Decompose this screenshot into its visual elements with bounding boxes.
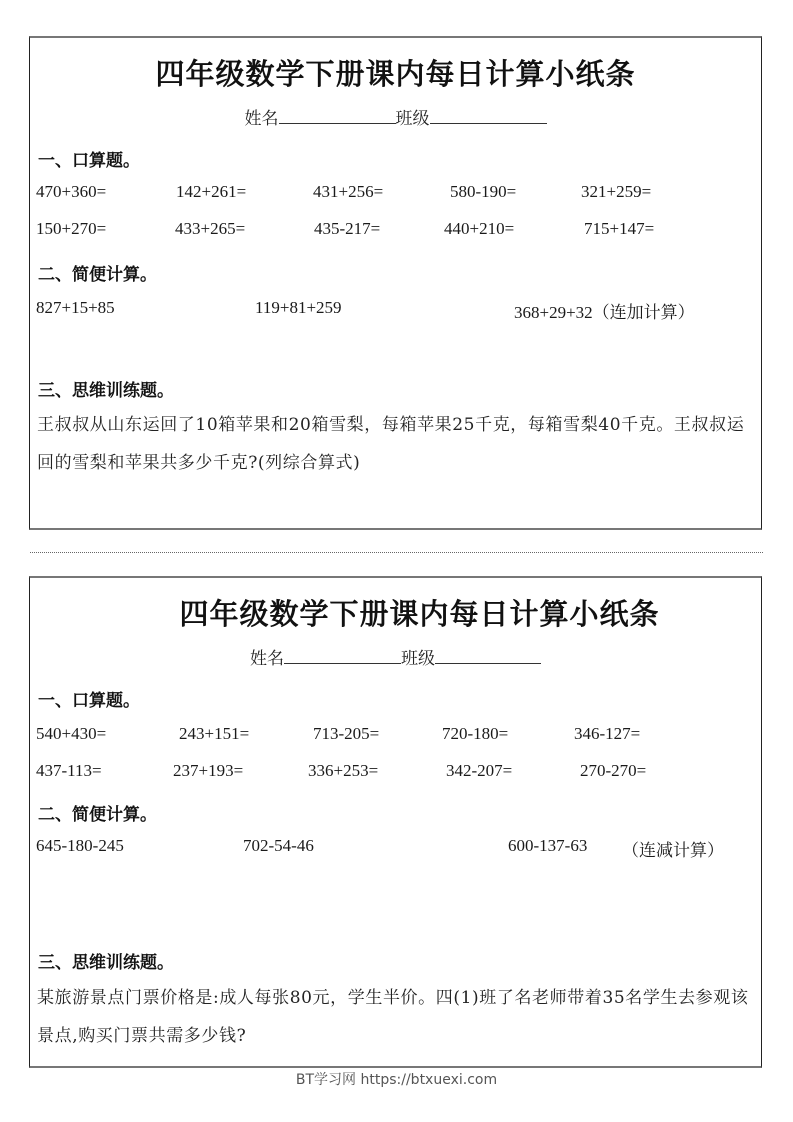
oral-problem: 435-217=: [314, 219, 381, 238]
oral-problem: 321+259=: [581, 182, 652, 201]
oral-problem: 580-190=: [450, 182, 517, 201]
cut-line-divider: [30, 552, 763, 553]
oral-problem: 336+253=: [308, 761, 379, 780]
simplify-problem: 119+81+259: [255, 298, 342, 317]
worksheet-top: [29, 36, 762, 530]
section-heading-thinking: 三、思维训练题。: [38, 953, 174, 973]
oral-problem: 713-205=: [313, 724, 380, 743]
section-heading-simplify: 二、简便计算。: [38, 805, 157, 825]
worksheet-bottom: [29, 576, 762, 1068]
oral-problem: 470+360=: [36, 182, 107, 201]
simplify-row: [30, 836, 761, 860]
simplify-problem: 645-180-245: [36, 836, 124, 855]
simplify-problem: 368+29+32（连加计算）: [514, 303, 695, 322]
section-heading-simplify: 二、简便计算。: [38, 265, 157, 285]
worksheet-title: 四年级数学下册课内每日计算小纸条: [155, 57, 636, 91]
worksheet-title: 四年级数学下册课内每日计算小纸条: [179, 597, 660, 631]
class-blank[interactable]: [430, 105, 547, 124]
oral-problem: 437-113=: [36, 761, 102, 780]
simplify-problem: 827+15+85: [36, 298, 115, 317]
oral-problem: 270-270=: [580, 761, 647, 780]
oral-problem: 433+265=: [175, 219, 246, 238]
simplify-row: [30, 298, 761, 322]
oral-row: [30, 182, 761, 206]
section-heading-thinking: 三、思维训练题。: [38, 381, 174, 401]
oral-problem: 440+210=: [444, 219, 515, 238]
oral-row: [30, 219, 761, 243]
class-label: 班级: [395, 109, 430, 129]
word-problem: 王叔叔从山东运回了10箱苹果和20箱雪梨，每箱苹果25千克，每箱雪梨40千克。王叔叔运回的雪梨和苹果共多少千克?(列综合算式): [37, 415, 745, 473]
simplify-problem: 702-54-46: [243, 836, 314, 855]
oral-problem: 540+430=: [36, 724, 107, 743]
simplify-note: （连减计算）: [622, 841, 724, 860]
name-label: 姓名: [244, 109, 279, 129]
name-class-row: [30, 644, 761, 669]
oral-problem: 150+270=: [36, 219, 107, 238]
oral-problem: 243+151=: [179, 724, 250, 743]
simplify-problem: 600-137-63: [508, 836, 588, 855]
name-label: 姓名: [250, 649, 284, 669]
oral-problem: 720-180=: [442, 724, 509, 743]
oral-row: [30, 761, 761, 785]
oral-problem: 342-207=: [446, 761, 513, 780]
name-blank[interactable]: [284, 645, 401, 664]
word-problem: 某旅游景点门票价格是:成人每张80元，学生半价。四(1)班了名老师带着35名学生去参观该景点,购买门票共需多少钱?: [37, 988, 749, 1046]
name-class-row: [30, 104, 761, 129]
section-heading-oral: 一、口算题。: [38, 691, 140, 711]
oral-problem: 346-127=: [574, 724, 641, 743]
section-heading-oral: 一、口算题。: [38, 151, 140, 171]
oral-problem: 237+193=: [173, 761, 244, 780]
oral-problem: 142+261=: [176, 182, 247, 201]
name-blank[interactable]: [279, 105, 396, 124]
class-blank[interactable]: [435, 645, 541, 664]
oral-problem: 431+256=: [313, 182, 384, 201]
class-label: 班级: [401, 649, 435, 669]
footer-watermark: BT学习网 https://btxuexi.com: [295, 1072, 498, 1088]
oral-row: [30, 724, 761, 748]
oral-problem: 715+147=: [584, 219, 655, 238]
